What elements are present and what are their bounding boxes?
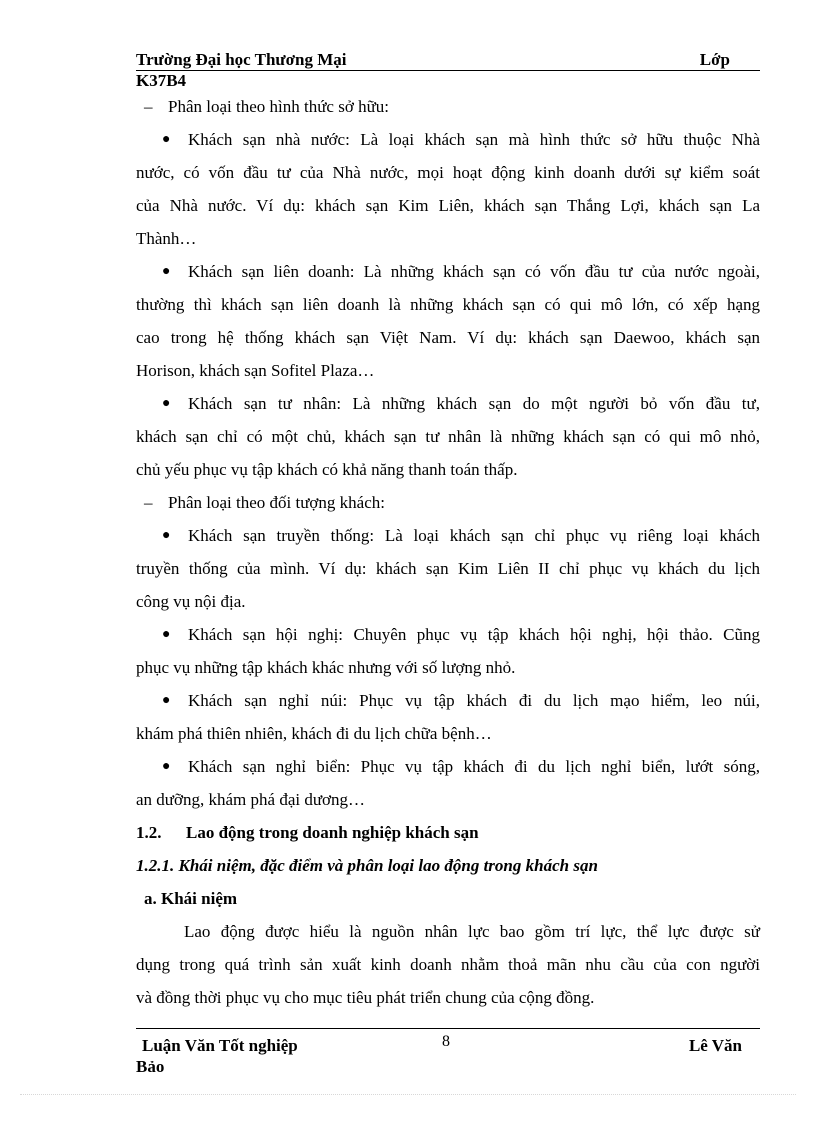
page-number: 8	[442, 1033, 450, 1050]
bullet-icon: ●	[162, 627, 171, 642]
bullet-icon: ●	[162, 264, 171, 279]
section-number: 1.2.	[136, 823, 162, 842]
footer-author-cont: Bảo	[136, 1057, 165, 1076]
header-school: Trường Đại học Thương Mại	[136, 50, 347, 69]
bullet-item: ● Khách sạn hội nghị: Chuyên phục vụ tập khách hội nghị, hội thảo. Cũng	[136, 618, 760, 651]
paragraph-line: cao trong hệ thống khách sạn Việt Nam. Ví dụ: khách sạn Daewoo, khách sạn	[136, 328, 760, 347]
section-heading	[136, 816, 760, 849]
bullet-icon: ●	[162, 759, 171, 774]
header-class-label: Lớp	[699, 50, 730, 69]
paragraph-line: dụng trong quá trình sản xuất kinh doanh nhằm thoả mãn nhu cầu của con người	[136, 955, 760, 974]
section-title: Lao động trong doanh nghiệp khách sạn	[186, 823, 479, 842]
bullet-item: ● Khách sạn nghỉ biển: Phục vụ tập khách đi du lịch nghỉ biển, lướt sóng,	[136, 750, 760, 783]
subsection-heading: 1.2.1. Khái niệm, đặc điểm và phân loại lao động trong khách sạn	[136, 856, 598, 875]
page-footer	[136, 1028, 760, 1077]
dash-marker: –	[144, 97, 153, 116]
subsubsection-heading: a. Khái niệm	[144, 889, 238, 908]
paragraph-line: Lao động được hiểu là nguồn nhân lực bao gồm trí lực, thể lực được sử	[184, 922, 760, 941]
paragraph-line: phục vụ những tập khách khác nhưng với số lượng nhỏ.	[136, 658, 516, 677]
paragraph-line: truyền thống của mình. Ví dụ: khách sạn Kim Liên II chỉ phục vụ khách du lịch	[136, 559, 760, 578]
paragraph-line: công vụ nội địa.	[136, 592, 246, 611]
paragraph-line: an dưỡng, khám phá đại dương…	[136, 790, 366, 809]
paragraph-line: khách sạn chỉ có một chủ, khách sạn tư nhân là những khách sạn có qui mô nhỏ,	[136, 427, 760, 446]
paragraph-line: nước, có vốn đầu tư của Nhà nước, mọi hoạt động kinh doanh dưới sự kiểm soát	[136, 163, 760, 182]
paragraph-line: thường thì khách sạn liên doanh là những khách sạn có qui mô lớn, có xếp hạng	[136, 295, 760, 314]
bullet-icon: ●	[162, 132, 171, 147]
page-body	[136, 90, 760, 1014]
header-class-code: K37B4	[136, 71, 187, 90]
dash-marker: –	[144, 493, 153, 512]
bullet-item: ● Khách sạn liên doanh: Là những khách sạn có vốn đầu tư của nước ngoài,	[136, 255, 760, 288]
bullet-icon: ●	[162, 693, 171, 708]
list-item: – Phân loại theo đối tượng khách:	[136, 486, 760, 519]
bullet-item: ● Khách sạn truyền thống: Là loại khách sạn chỉ phục vụ riêng loại khách	[136, 519, 760, 552]
page-header	[136, 50, 760, 91]
bullet-icon: ●	[162, 528, 171, 543]
footer-thesis-label: Luận Văn Tốt nghiệp	[142, 1036, 298, 1055]
bullet-icon: ●	[162, 396, 171, 411]
bullet-item: ● Khách sạn nghỉ núi: Phục vụ tập khách đi du lịch mạo hiểm, leo núi,	[136, 684, 760, 717]
paragraph-line: khám phá thiên nhiên, khách đi du lịch chữa bệnh…	[136, 724, 492, 743]
list-item: – Phân loại theo hình thức sở hữu:	[136, 90, 760, 123]
paragraph-line: Thành…	[136, 229, 197, 248]
page-boundary	[20, 1094, 796, 1095]
footer-author: Lê Văn	[688, 1036, 742, 1055]
paragraph-line: của Nhà nước. Ví dụ: khách sạn Kim Liên, khách sạn Thắng Lợi, khách sạn La	[136, 196, 760, 215]
bullet-item: ● Khách sạn nhà nước: Là loại khách sạn mà hình thức sở hữu thuộc Nhà	[136, 123, 760, 156]
paragraph-line: Horison, khách sạn Sofitel Plaza…	[136, 361, 375, 380]
paragraph-line: và đồng thời phục vụ cho mục tiêu phát triển chung của cộng đồng.	[136, 988, 595, 1007]
paragraph-line: chủ yếu phục vụ tập khách có khả năng thanh toán thấp.	[136, 460, 518, 479]
bullet-item: ● Khách sạn tư nhân: Là những khách sạn do một người bỏ vốn đầu tư,	[136, 387, 760, 420]
